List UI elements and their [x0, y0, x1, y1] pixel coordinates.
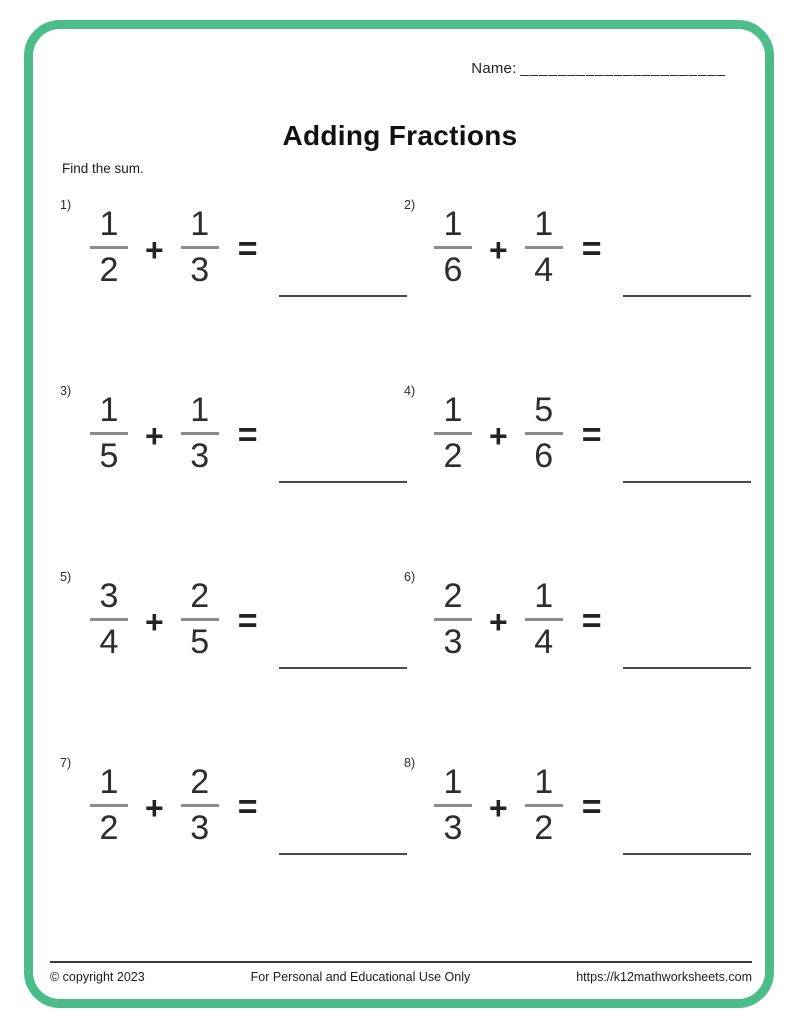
problem	[60, 570, 404, 756]
problem-number: 2)	[404, 198, 416, 212]
plus-sign: +	[145, 232, 164, 268]
fraction-bar	[525, 618, 563, 621]
problem-expression	[430, 392, 751, 475]
problem-number: 3)	[60, 384, 72, 398]
fraction-first	[86, 206, 132, 289]
fraction-second	[521, 764, 567, 847]
fraction-bar	[90, 432, 128, 435]
plus-sign: +	[145, 790, 164, 826]
problem-number: 8)	[404, 756, 416, 770]
fraction-first-numerator: 1	[443, 391, 463, 429]
answer-blank[interactable]	[279, 667, 407, 669]
fraction-bar	[434, 246, 472, 249]
instruction-text: Find the sum.	[62, 161, 144, 176]
problem-expression	[86, 578, 407, 661]
fraction-second	[521, 578, 567, 661]
fraction-bar	[434, 618, 472, 621]
problem-expression	[86, 392, 407, 475]
problem	[60, 198, 404, 384]
problem	[60, 756, 404, 942]
fraction-bar	[90, 618, 128, 621]
fraction-second-denominator: 5	[190, 623, 210, 661]
name-label: Name:	[471, 60, 517, 77]
problem-number: 4)	[404, 384, 416, 398]
fraction-first-denominator: 2	[99, 809, 119, 847]
problem-number: 1)	[60, 198, 72, 212]
footer	[50, 970, 752, 984]
fraction-second-denominator: 6	[534, 437, 554, 475]
problem-expression	[430, 578, 751, 661]
fraction-first	[430, 764, 476, 847]
answer-blank[interactable]	[623, 853, 751, 855]
fraction-first-numerator: 1	[99, 391, 119, 429]
fraction-bar	[525, 432, 563, 435]
plus-sign: +	[145, 604, 164, 640]
fraction-first	[430, 206, 476, 289]
fraction-second-denominator: 3	[190, 809, 210, 847]
answer-blank[interactable]	[279, 853, 407, 855]
problem-number: 5)	[60, 570, 72, 584]
fraction-first-numerator: 2	[443, 577, 463, 615]
fraction-first-denominator: 2	[99, 251, 119, 289]
problem	[404, 198, 748, 384]
fraction-bar	[90, 804, 128, 807]
fraction-first-denominator: 4	[99, 623, 119, 661]
fraction-first-denominator: 6	[443, 251, 463, 289]
page-title: Adding Fractions	[282, 119, 518, 151]
fraction-second-numerator: 1	[534, 763, 554, 801]
fraction-second-denominator: 2	[534, 809, 554, 847]
problems-grid	[60, 198, 748, 942]
problem	[404, 570, 748, 756]
fraction-second	[177, 206, 223, 289]
fraction-bar	[525, 246, 563, 249]
fraction-second-denominator: 3	[190, 437, 210, 475]
answer-blank[interactable]	[623, 667, 751, 669]
problem	[404, 384, 748, 570]
answer-blank[interactable]	[623, 481, 751, 483]
equals-sign: =	[237, 230, 258, 268]
fraction-bar	[181, 432, 219, 435]
fraction-first-denominator: 3	[443, 623, 463, 661]
fraction-first	[86, 764, 132, 847]
plus-sign: +	[145, 418, 164, 454]
fraction-second-numerator: 1	[190, 205, 210, 243]
fraction-first-numerator: 1	[99, 205, 119, 243]
fraction-first-numerator: 1	[99, 763, 119, 801]
problem-number: 6)	[404, 570, 416, 584]
fraction-second	[177, 578, 223, 661]
fraction-second-numerator: 5	[534, 391, 554, 429]
fraction-first-numerator: 1	[443, 205, 463, 243]
fraction-first-denominator: 3	[443, 809, 463, 847]
fraction-bar	[181, 804, 219, 807]
equals-sign: =	[581, 788, 602, 826]
problem-expression	[86, 206, 407, 289]
problem-number: 7)	[60, 756, 72, 770]
fraction-second-denominator: 4	[534, 251, 554, 289]
problem-expression	[430, 764, 751, 847]
problem-expression	[86, 764, 407, 847]
equals-sign: =	[237, 788, 258, 826]
plus-sign: +	[489, 418, 508, 454]
fraction-second-numerator: 1	[534, 577, 554, 615]
fraction-second	[177, 392, 223, 475]
fraction-second-numerator: 2	[190, 763, 210, 801]
answer-blank[interactable]	[623, 295, 751, 297]
footer-copyright: © copyright 2023	[50, 970, 145, 984]
fraction-first	[430, 578, 476, 661]
fraction-first	[86, 392, 132, 475]
footer-url-link[interactable]: https://k12mathworksheets.com	[576, 970, 752, 984]
footer-usage-text: For Personal and Educational Use Only	[250, 970, 471, 984]
plus-sign: +	[489, 232, 508, 268]
name-blank-line[interactable]: ______________________	[520, 60, 726, 77]
footer-divider	[50, 961, 752, 963]
equals-sign: =	[237, 602, 258, 640]
problem-expression	[430, 206, 751, 289]
equals-sign: =	[581, 416, 602, 454]
fraction-bar	[181, 618, 219, 621]
fraction-first	[430, 392, 476, 475]
fraction-bar	[525, 804, 563, 807]
fraction-first-numerator: 1	[443, 763, 463, 801]
name-row	[471, 60, 726, 77]
equals-sign: =	[581, 602, 602, 640]
fraction-first-denominator: 2	[443, 437, 463, 475]
fraction-bar	[434, 804, 472, 807]
fraction-second-numerator: 1	[190, 391, 210, 429]
plus-sign: +	[489, 604, 508, 640]
fraction-bar	[181, 246, 219, 249]
fraction-second	[521, 206, 567, 289]
fraction-second-numerator: 2	[190, 577, 210, 615]
fraction-first-denominator: 5	[99, 437, 119, 475]
fraction-bar	[434, 432, 472, 435]
problem	[60, 384, 404, 570]
fraction-first-numerator: 3	[99, 577, 119, 615]
fraction-bar	[90, 246, 128, 249]
answer-blank[interactable]	[279, 295, 407, 297]
problem	[404, 756, 748, 942]
fraction-second-numerator: 1	[534, 205, 554, 243]
fraction-second	[177, 764, 223, 847]
answer-blank[interactable]	[279, 481, 407, 483]
equals-sign: =	[237, 416, 258, 454]
equals-sign: =	[581, 230, 602, 268]
fraction-first	[86, 578, 132, 661]
fraction-second-denominator: 4	[534, 623, 554, 661]
plus-sign: +	[489, 790, 508, 826]
fraction-second-denominator: 3	[190, 251, 210, 289]
fraction-second	[521, 392, 567, 475]
